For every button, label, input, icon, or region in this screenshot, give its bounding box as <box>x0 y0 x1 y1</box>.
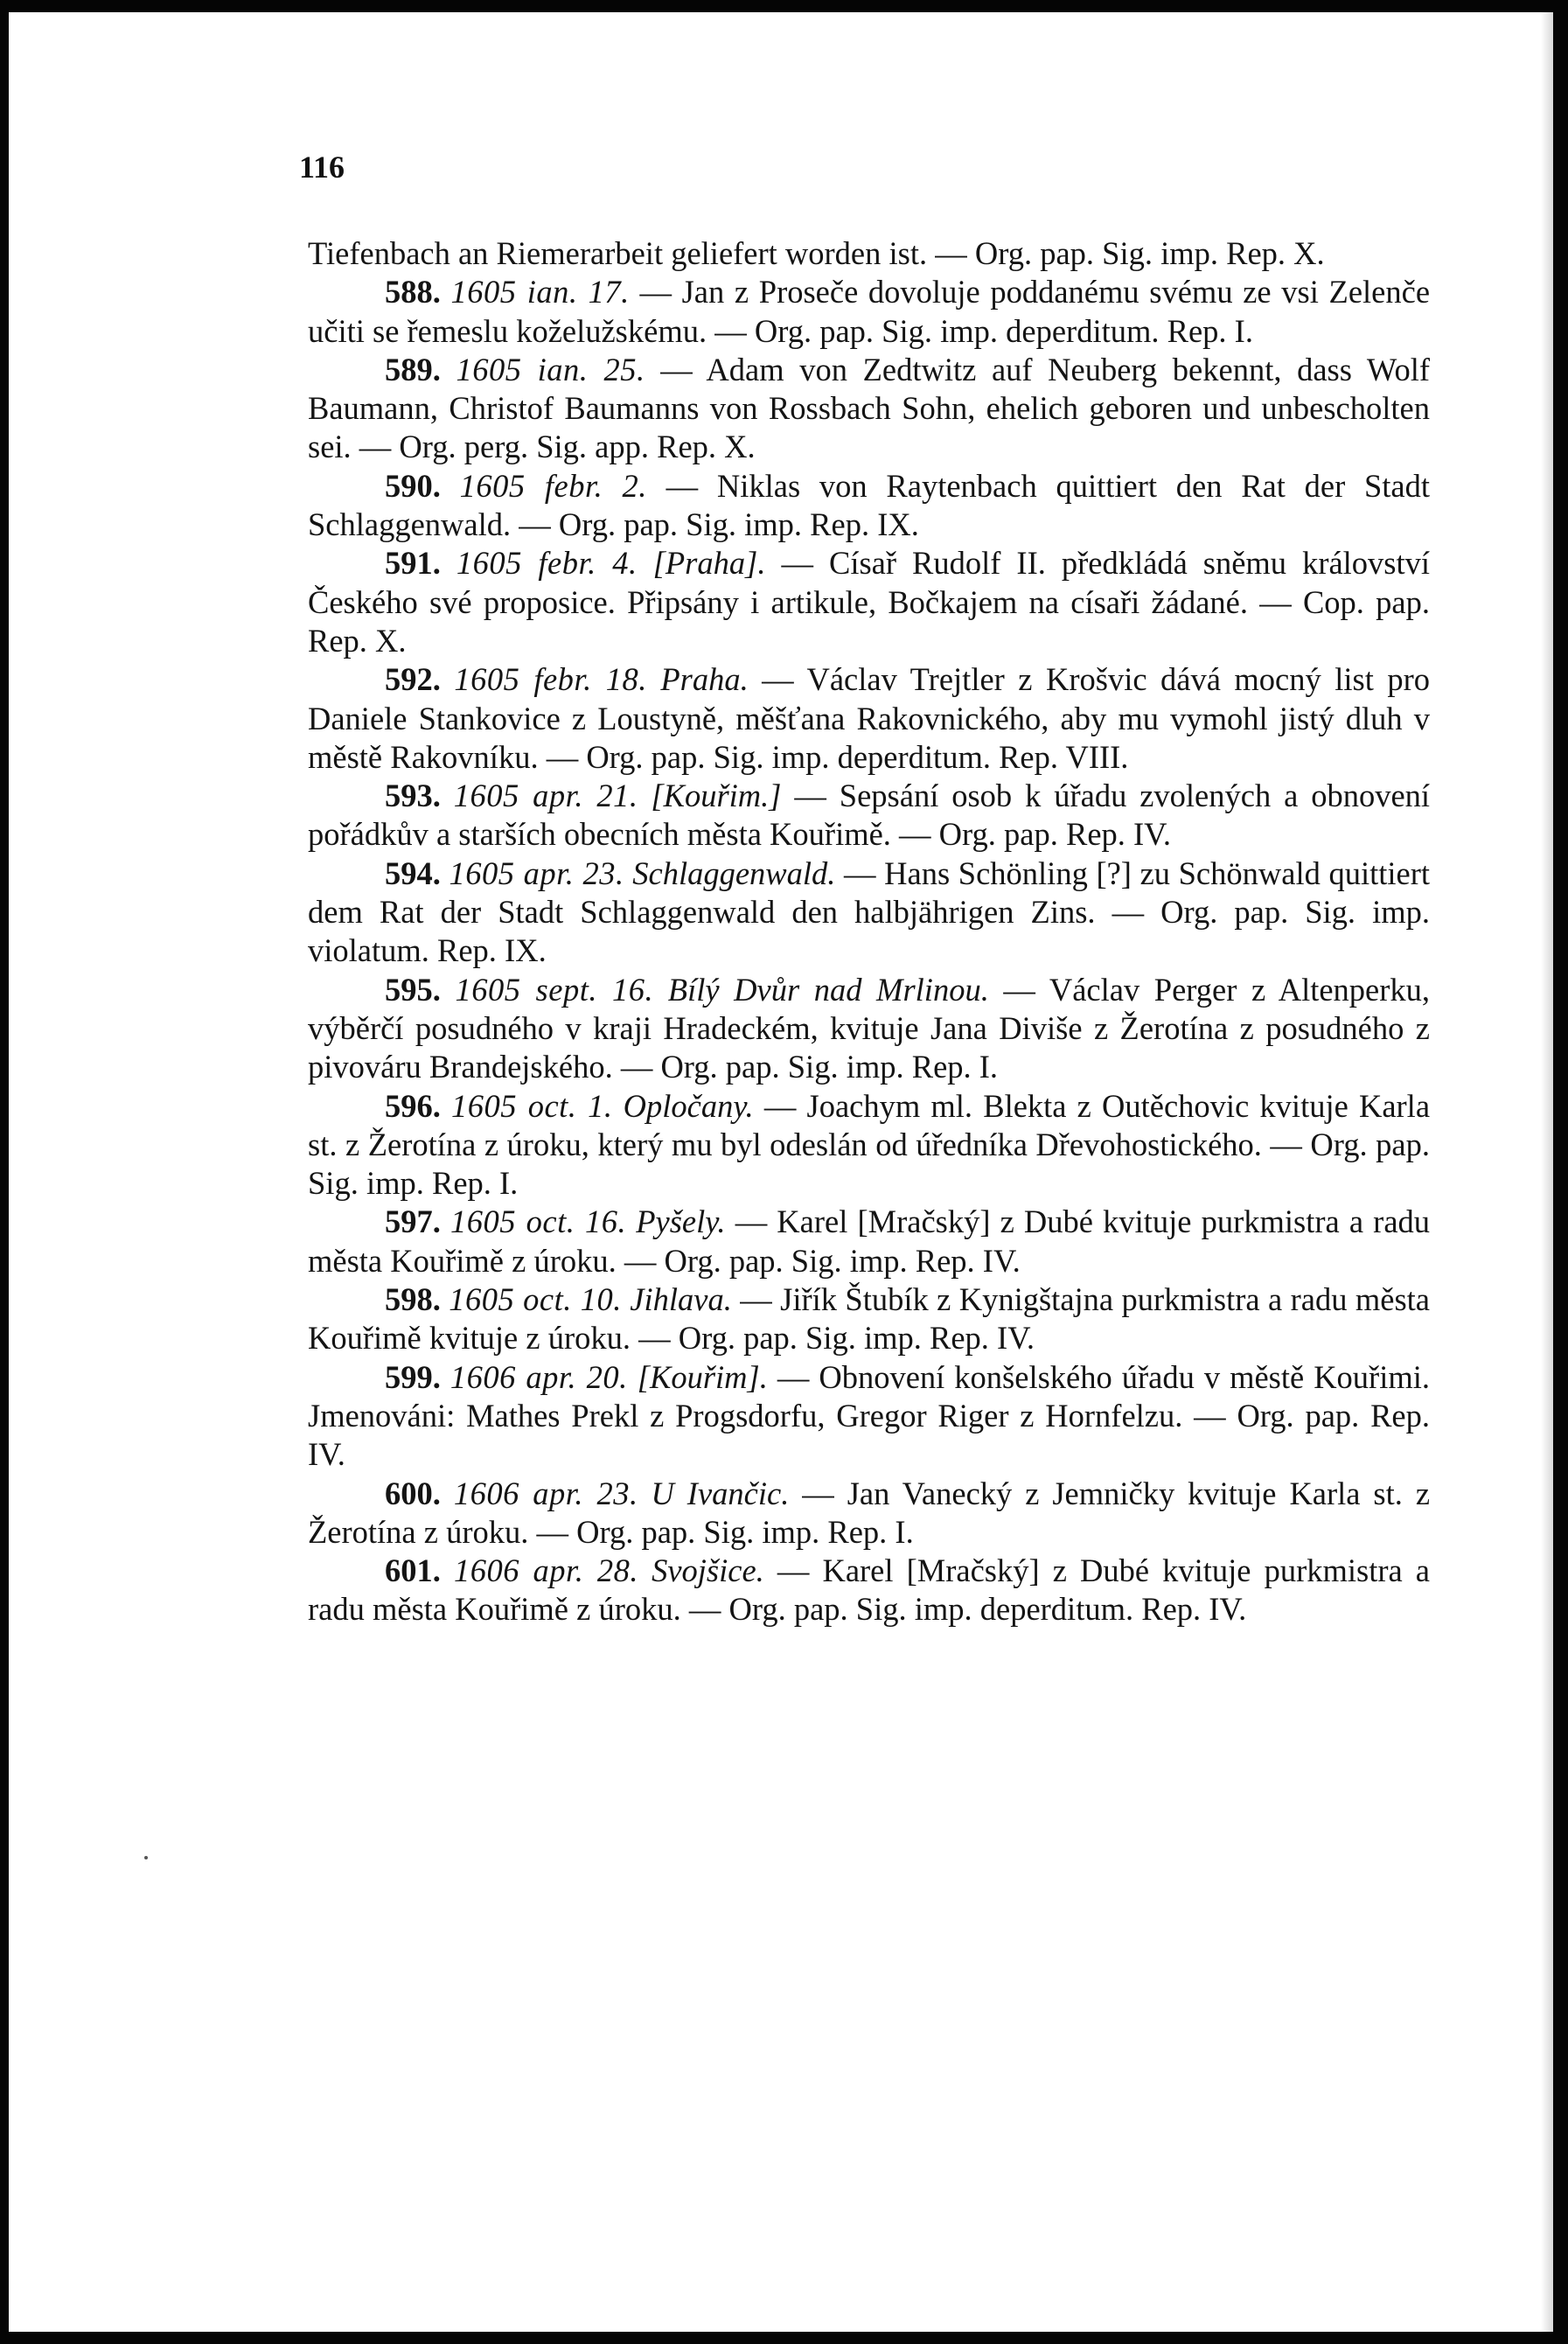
entry-date: 1605 ian. 17. <box>450 274 630 310</box>
entry-592 <box>308 660 1430 777</box>
entry-date: 1605 ian. 25. <box>456 351 645 387</box>
entry-text: — Jan z Proseče dovoluje poddanému svému ze vsi Zelenče učiti se řemeslu koželužskému. — Org. pap. Sig. imp. deperditum. Rep. I. <box>308 274 1431 349</box>
entry-590 <box>308 467 1430 545</box>
entry-591 <box>308 544 1430 660</box>
entry-595 <box>308 971 1430 1087</box>
entry-589 <box>308 351 1430 467</box>
entry-date: 1606 apr. 23. <box>453 1475 638 1511</box>
page-body <box>308 234 1430 1629</box>
entry-text: — Karel [Mračský] z Dubé kvituje purkmistra a radu města Kouřimě z úroku. — Org. pap. Sig. imp. Rep. IV. <box>308 1203 1431 1279</box>
entry-600 <box>308 1475 1430 1552</box>
entry-date: 1606 apr. 28. <box>453 1552 639 1589</box>
entry-599 <box>308 1358 1430 1475</box>
entry-date: 1605 oct. 16. <box>450 1203 627 1240</box>
entry-text: — Jan Vanecký z Jemničky kvituje Karla st. z Žerotína z úroku. — Org. pap. Sig. imp. Rep. I. <box>308 1475 1431 1550</box>
entry-number: 599. <box>385 1358 441 1395</box>
entry-601 <box>308 1552 1430 1629</box>
entry-place: Opločany. <box>623 1087 754 1124</box>
entry-text: — Adam von Zedtwitz auf Neuberg bekennt, dass Wolf Baumann, Christof Baumanns von Rossbach Sohn, ehelich geboren und unbescholten sei. — Org. perg. Sig. app. Rep. X. <box>308 351 1430 465</box>
entry-594 <box>308 855 1430 971</box>
entry-597 <box>308 1203 1430 1280</box>
entry-place: Jihlava. <box>630 1281 732 1318</box>
entry-598 <box>308 1280 1430 1358</box>
entry-text: — Niklas von Raytenbach quittiert den Rat der Stadt Schlaggenwald. — Org. pap. Sig. imp. Rep. IX. <box>308 467 1431 543</box>
entry-place: Praha. <box>660 661 749 698</box>
entry-593 <box>308 777 1430 855</box>
entry-text: — Jiřík Štubík z Kynigštajna purkmistra a radu města Kouřimě kvituje z úroku. — Org. pap. Sig. imp. Rep. IV. <box>308 1281 1430 1357</box>
entry-text: — Sepsání osob k úřadu zvolených a obnovení pořádkův a starších obecních města Kouřimě. — Org. pap. Rep. IV. <box>308 778 1431 853</box>
entry-number: 591. <box>385 545 441 582</box>
entry-number: 597. <box>385 1203 441 1240</box>
entry-place: [Kouřim.] <box>651 778 782 814</box>
entry-number: 601. <box>385 1552 441 1589</box>
entry-date: 1605 febr. 4. <box>456 545 638 582</box>
entry-number: 595. <box>385 971 441 1008</box>
entry-date: 1605 sept. 16. <box>455 971 654 1008</box>
entry-place: Pyšely. <box>636 1203 726 1240</box>
entry-number: 590. <box>385 467 441 504</box>
entry-number: 596. <box>385 1087 441 1124</box>
entry-text: — Hans Schönling [?] zu Schönwald quittiert dem Rat der Stadt Schlaggenwald den halbjährigen Zins. — Org. pap. Sig. imp. violatum. Rep. IX. <box>308 855 1431 969</box>
entry-place: U Ivančic. <box>651 1475 790 1511</box>
entry-date: 1606 apr. 20. <box>449 1358 628 1395</box>
entry-date: 1605 oct. 10. <box>449 1281 622 1318</box>
entry-number: 592. <box>385 661 441 698</box>
entry-place: Bílý Dvůr nad Mrlinou. <box>667 971 989 1008</box>
entry-number: 598. <box>385 1281 441 1318</box>
entry-number: 593. <box>385 778 441 814</box>
scan-speck <box>144 1856 148 1859</box>
entry-text: — Karel [Mračský] z Dubé kvituje purkmistra a radu města Kouřimě z úroku. — Org. pap. Sig. imp. deperditum. Rep. IV. <box>308 1552 1430 1628</box>
entry-number: 589. <box>385 351 441 387</box>
entry-date: 1605 apr. 21. <box>453 778 638 814</box>
entry-date: 1605 febr. 18. <box>454 661 647 698</box>
entry-text: — Joachym ml. Blekta z Outěchovic kvituje Karla st. z Žerotína z úroku, který mu byl odeslán od úředníka Dřevohostického. — Org. pap. Sig. imp. Rep. I. <box>308 1087 1431 1202</box>
entry-place: Schlaggenwald. <box>632 855 836 891</box>
entry-date: 1605 apr. 23. <box>449 855 624 891</box>
entry-588 <box>308 273 1430 351</box>
entry-place: [Praha]. <box>652 545 766 582</box>
entry-place: [Kouřim]. <box>637 1358 768 1395</box>
page-number: 116 <box>299 150 345 185</box>
entry-text: — Václav Trejtler z Krošvic dává mocný list pro Daniele Stankovice z Loustyně, měšťana Rakovnického, aby mu vymohl jistý dluh v městě Rakovníku. — Org. pap. Sig. imp. deperditum. Rep. VIII. <box>308 661 1430 775</box>
entry-number: 594. <box>385 855 441 891</box>
entry-number: 588. <box>385 274 441 310</box>
entry-date: 1605 oct. 1. <box>451 1087 613 1124</box>
entry-date: 1605 febr. 2. <box>459 467 647 504</box>
entry-text: — Obnovení konšelského úřadu v městě Kouřimi. Jmenováni: Mathes Prekl z Progsdorfu, Gregor Riger z Hornfelzu. — Org. pap. Rep. IV. <box>308 1358 1431 1473</box>
page-edge-shadow <box>1541 12 1553 2332</box>
entry-place: Svojšice. <box>652 1552 764 1589</box>
entry-text: — Václav Perger z Altenperku, výběrčí posudného v kraji Hradeckém, kvituje Jana Diviše z Žerotína z posudného z pivováru Brandejského. — Org. pap. Sig. imp. Rep. I. <box>308 971 1431 1085</box>
continuation-paragraph: Tiefenbach an Riemerarbeit geliefert worden ist. — Org. pap. Sig. imp. Rep. X. <box>308 235 1325 271</box>
entry-number: 600. <box>385 1475 441 1511</box>
entry-596 <box>308 1087 1430 1203</box>
entry-text: — Císař Rudolf II. předkládá sněmu království Českého své proposice. Připsány i artikule, Bočkajem na císaři žádané. — Cop. pap. Rep. X. <box>308 545 1431 659</box>
